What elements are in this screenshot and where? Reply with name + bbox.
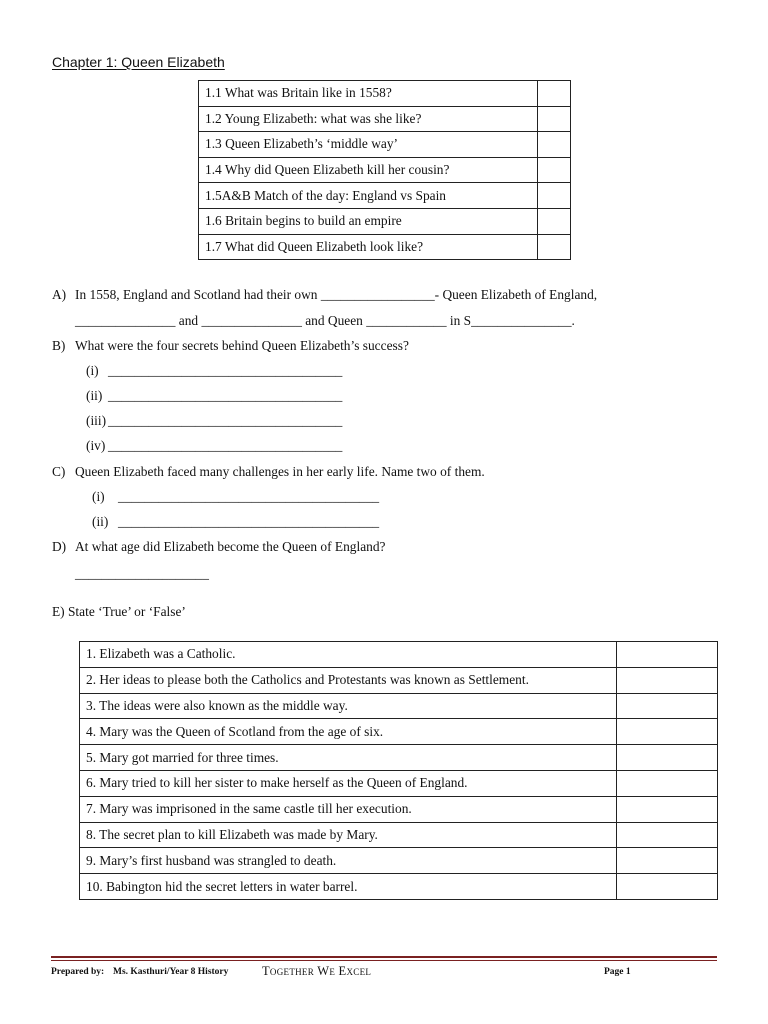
answer-blank[interactable]: ___________________________________ [108,438,343,453]
table-row [80,874,718,900]
statement-cell: 5. Mary got married for three times. [80,745,617,771]
answer-blank[interactable]: ___________________________________ [108,363,343,378]
question-b-item-4[interactable] [86,438,342,454]
question-b-item-1[interactable] [86,363,342,379]
footer-page-number: Page 1 [604,967,631,977]
topic-cell: 1.2 Young Elizabeth: what was she like? [199,106,538,132]
roman-numeral: (iv) [86,438,106,453]
answer-blank[interactable]: ___________________________________ [108,388,343,403]
footer-rule [51,956,717,958]
checkbox-cell[interactable] [538,183,571,209]
question-d-blank[interactable]: ____________________ [75,566,209,581]
statement-cell: 4. Mary was the Queen of Scotland from the age of six. [80,719,617,745]
true-false-table [79,641,718,900]
table-row [199,183,571,209]
answer-cell[interactable] [617,874,718,900]
footer-rule-thin [51,960,717,961]
topic-cell: 1.5A&B Match of the day: England vs Spain [199,183,538,209]
question-a-label: A) [52,287,67,302]
table-row [199,106,571,132]
answer-cell[interactable] [617,796,718,822]
statement-cell: 6. Mary tried to kill her sister to make herself as the Queen of England. [80,770,617,796]
table-row [199,132,571,158]
roman-numeral: (ii) [86,388,103,403]
checkbox-cell[interactable] [538,81,571,107]
table-row [80,719,718,745]
answer-cell[interactable] [617,770,718,796]
table-row [80,770,718,796]
checkbox-cell[interactable] [538,106,571,132]
checkbox-cell[interactable] [538,234,571,260]
table-row [80,822,718,848]
footer-motto: Together We Excel [262,964,372,978]
answer-cell[interactable] [617,667,718,693]
roman-numeral: (ii) [92,514,109,529]
answer-blank[interactable]: ___________________________________ [108,413,343,428]
answer-cell[interactable] [617,719,718,745]
topic-cell: 1.3 Queen Elizabeth’s ‘middle way’ [199,132,538,158]
footer-prepared-by: Prepared by: [51,967,105,977]
question-c-item-2[interactable] [92,514,379,530]
table-row [80,693,718,719]
answer-blank[interactable]: _______________________________________ [118,489,380,504]
topic-cell: 1.4 Why did Queen Elizabeth kill her cousin? [199,157,538,183]
table-row [80,667,718,693]
statement-cell: 10. Babington hid the secret letters in water barrel. [80,874,617,900]
checkbox-cell[interactable] [538,132,571,158]
statement-cell: 2. Her ideas to please both the Catholics and Protestants was known as Settlement. [80,667,617,693]
statement-cell: 9. Mary’s first husband was strangled to death. [80,848,617,874]
question-c-text: Queen Elizabeth faced many challenges in her early life. Name two of them. [75,464,485,479]
question-b-label: B) [52,338,66,353]
question-b-item-3[interactable] [86,413,342,429]
question-a-line2[interactable]: _______________ and _______________ and Queen ____________ in S_______________. [75,313,575,328]
page-title: Chapter 1: Queen Elizabeth [52,54,225,70]
question-a-line1[interactable]: In 1558, England and Scotland had their own _________________- Queen Elizabeth of England, [75,287,598,302]
topic-cell: 1.1 What was Britain like in 1558? [199,81,538,107]
question-d-label: D) [52,539,67,554]
statement-cell: 1. Elizabeth was a Catholic. [80,642,617,668]
topic-cell: 1.7 What did Queen Elizabeth look like? [199,234,538,260]
answer-cell[interactable] [617,745,718,771]
table-row [199,157,571,183]
checkbox-cell[interactable] [538,157,571,183]
question-c-label: C) [52,464,66,479]
table-row [80,796,718,822]
statement-cell: 7. Mary was imprisoned in the same castle till her execution. [80,796,617,822]
table-row [199,208,571,234]
question-e-text: E) State ‘True’ or ‘False’ [52,604,186,619]
chapter-topics-table [198,80,571,260]
footer-author: Ms. Kasthuri/Year 8 History [113,967,229,977]
table-row [199,81,571,107]
question-b-item-2[interactable] [86,388,342,404]
answer-cell[interactable] [617,822,718,848]
table-row [80,848,718,874]
roman-numeral: (i) [86,363,99,378]
answer-cell[interactable] [617,642,718,668]
roman-numeral: (iii) [86,413,107,428]
answer-cell[interactable] [617,693,718,719]
question-d-text: At what age did Elizabeth become the Queen of England? [75,539,386,554]
answer-blank[interactable]: _______________________________________ [118,514,380,529]
checkbox-cell[interactable] [538,208,571,234]
question-b-text: What were the four secrets behind Queen Elizabeth’s success? [75,338,409,353]
statement-cell: 3. The ideas were also known as the middle way. [80,693,617,719]
table-row [80,745,718,771]
statement-cell: 8. The secret plan to kill Elizabeth was made by Mary. [80,822,617,848]
roman-numeral: (i) [92,489,105,504]
table-row [199,234,571,260]
question-c-item-1[interactable] [92,489,379,505]
table-row [80,642,718,668]
topic-cell: 1.6 Britain begins to build an empire [199,208,538,234]
answer-cell[interactable] [617,848,718,874]
